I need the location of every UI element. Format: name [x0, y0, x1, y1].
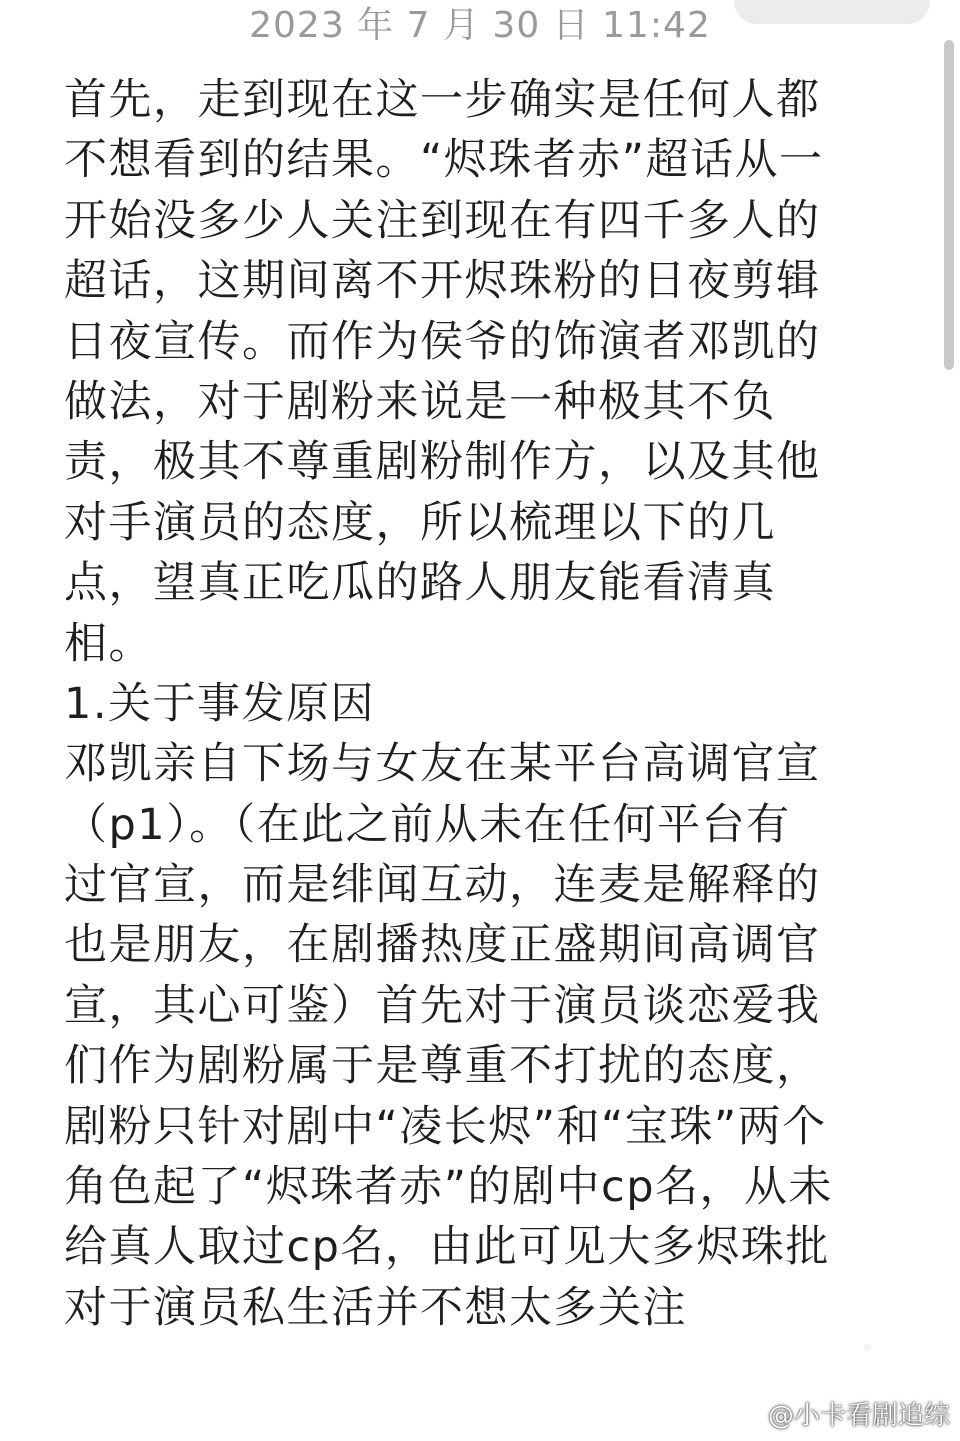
note-line: 责，极其不尊重剧粉制作方，以及其他: [64, 437, 821, 488]
note-line: 对手演员的态度，所以梳理以下的几: [64, 497, 776, 548]
note-line: （p1）。（在此之前从未在任何平台有: [64, 799, 791, 850]
watermark: [728, 1393, 950, 1433]
note-line: 做法，对于剧粉来说是一种极其不负: [64, 376, 776, 427]
note-line: 开始没多少人关注到现在有四千多人的: [64, 195, 821, 246]
watermark-text: @小卡看剧追综: [767, 1400, 950, 1431]
scroll-indicator[interactable]: [944, 40, 954, 370]
note-line: 角色起了“烬珠者赤”的剧中cp名，从未: [64, 1162, 833, 1213]
section-heading: 1.关于事发原因: [64, 678, 376, 729]
note-line: 过官宣，而是绯闻互动，连麦是解释的: [64, 860, 821, 911]
note-line: 首先，走到现在这一步确实是任何人都: [64, 75, 821, 125]
note-line: 也是朋友，在剧播热度正盛期间高调官: [64, 920, 821, 971]
note-line: 超话，这期间离不开烬珠粉的日夜剪辑: [64, 256, 821, 307]
weibo-logo-icon: [728, 1398, 762, 1428]
note-line: 剧粉只针对剧中“凌长烬”和“宝珠”两个: [64, 1101, 827, 1152]
faint-overlay-mark: ◦: [862, 1338, 873, 1359]
note-line: 不想看到的结果。“烬珠者赤”超话从一: [64, 135, 824, 186]
note-line: 点，望真正吃瓜的路人朋友能看清真: [64, 558, 776, 609]
note-line: 相。: [64, 618, 153, 669]
note-body[interactable]: [64, 70, 904, 1338]
note-line: 对于演员私生活并不想太多关注: [64, 1282, 687, 1333]
note-line: 宣，其心可鉴）首先对于演员谈恋爱我: [64, 980, 821, 1031]
note-line: 给真人取过cp名，由此可见大多烬珠批: [64, 1222, 830, 1273]
note-line: 日夜宣传。而作为侯爷的饰演者邓凯的: [64, 316, 821, 367]
note-line: 邓凯亲自下场与女友在某平台高调官宣: [64, 739, 821, 790]
note-timestamp: 2023 年 7 月 30 日 11:42: [249, 5, 711, 46]
note-line: 们作为剧粉属于是尊重不打扰的态度，: [64, 1041, 821, 1092]
